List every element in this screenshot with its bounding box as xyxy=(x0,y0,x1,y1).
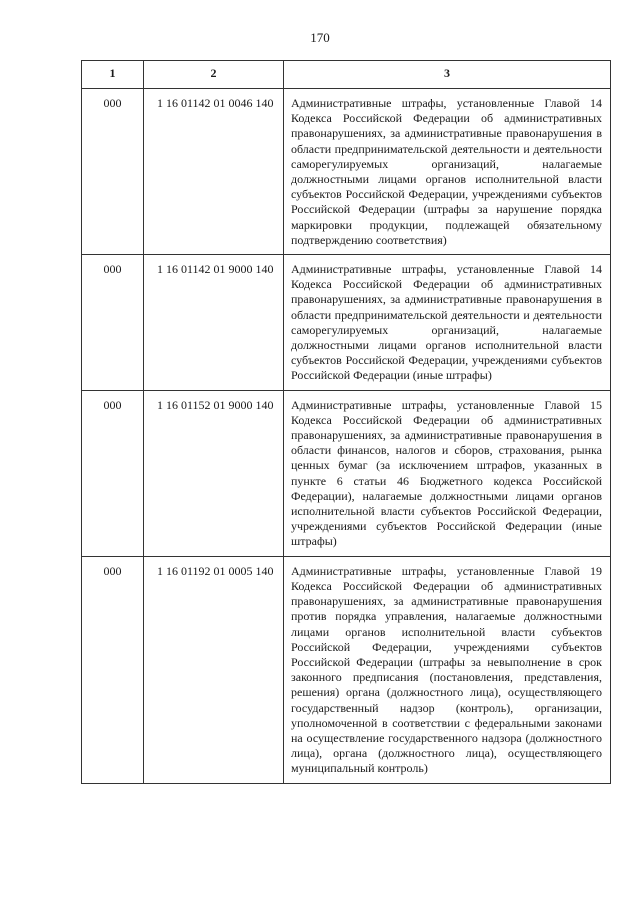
description-cell: Административные штрафы, установленные Главой 19 Кодекса Российской Федерации об административных правонарушениях, за административные правонарушения против порядка управления, налагаемые должностными лицами органов исполнительной власти субъектов Российской Федерации, учреждениями субъектов Российской Федерации (штрафы за невыполнение в срок законного предписания (постановления, представления, решения) органа (должностного лица), осуществляющего государственный надзор (контроль), организации, уполномоченной в соответствии с федеральными законами на осуществление государственного надзора (должностного лица), органа (должностного лица), осуществляющего муниципальный контроль) xyxy=(284,556,611,783)
table-row xyxy=(82,390,611,556)
budget-classification-table xyxy=(81,60,611,784)
column-header-3: 3 xyxy=(284,61,611,89)
admin-code-cell: 000 xyxy=(82,255,144,391)
column-header-2: 2 xyxy=(144,61,284,89)
page-number: 170 xyxy=(310,30,330,45)
table-header xyxy=(82,61,611,89)
admin-code-cell: 000 xyxy=(82,89,144,255)
table-body xyxy=(82,89,611,784)
admin-code-cell: 000 xyxy=(82,390,144,556)
description-cell: Административные штрафы, установленные Главой 14 Кодекса Российской Федерации об административных правонарушениях, за административные правонарушения в области предпринимательской деятельности и деятельности саморегулируемых организаций, налагаемые должностными лицами органов исполнительной власти субъектов Российской Федерации, учреждениями субъектов Российской Федерации (иные штрафы) xyxy=(284,255,611,391)
table-row xyxy=(82,89,611,255)
description-cell: Административные штрафы, установленные Главой 15 Кодекса Российской Федерации об административных правонарушениях, за административные правонарушения в области финансов, налогов и сборов, страхования, рынка ценных бумаг (за исключением штрафов, указанных в пункте 6 статьи 46 Бюджетного кодекса Российской Федерации), налагаемые должностными лицами органов исполнительной власти субъектов Российской Федерации, учреждениями субъектов Российской Федерации (иные штрафы) xyxy=(284,390,611,556)
kbk-code-cell: 1 16 01192 01 0005 140 xyxy=(144,556,284,783)
kbk-code-cell: 1 16 01152 01 9000 140 xyxy=(144,390,284,556)
header-row xyxy=(82,61,611,89)
table-row xyxy=(82,556,611,783)
admin-code-cell: 000 xyxy=(82,556,144,783)
column-header-1: 1 xyxy=(82,61,144,89)
description-cell: Административные штрафы, установленные Главой 14 Кодекса Российской Федерации об административных правонарушениях, за административные правонарушения в области предпринимательской деятельности и деятельности саморегулируемых организаций, налагаемые должностными лицами органов исполнительной власти субъектов Российской Федерации, учреждениями субъектов Российской Федерации (штрафы за нарушение порядка маркировки продукции, подлежащей обязательному подтверждению соответствия) xyxy=(284,89,611,255)
kbk-code-cell: 1 16 01142 01 9000 140 xyxy=(144,255,284,391)
table-row xyxy=(82,255,611,391)
kbk-code-cell: 1 16 01142 01 0046 140 xyxy=(144,89,284,255)
